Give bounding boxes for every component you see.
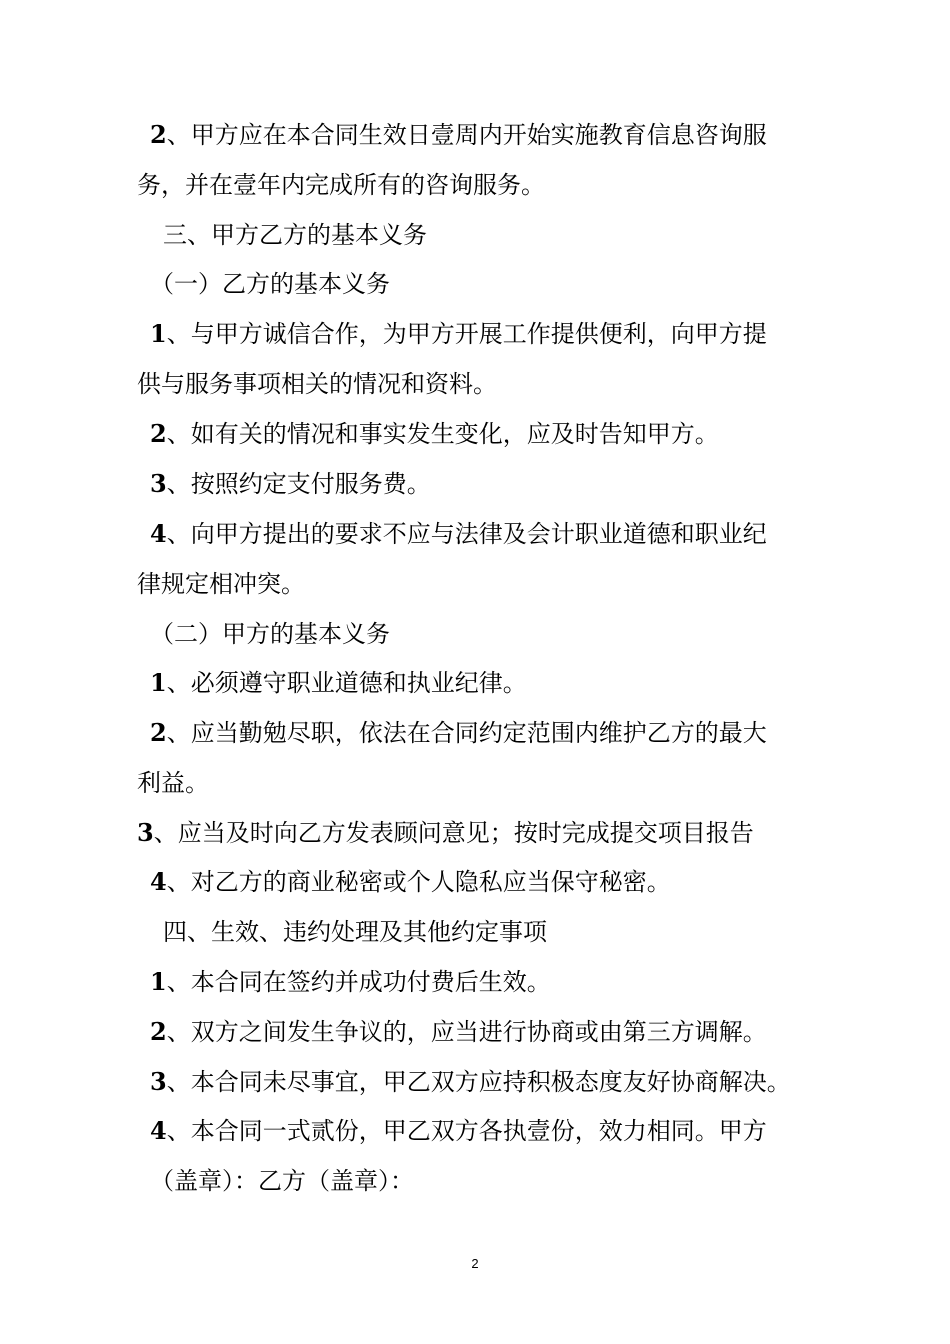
line-text: 、与甲方诚信合作，为甲方开展工作提供便利，向甲方提 [166,320,767,348]
item-number: 4 [150,867,167,896]
item-number: 3 [137,818,154,847]
line-text: 、本合同在签约并成功付费后生效。 [166,968,551,996]
line-text: （盖章）：乙方（盖章）： [150,1167,414,1195]
subsection-heading [150,264,390,304]
paragraph-line [137,763,209,803]
paragraph-line [150,862,671,902]
item-number: 1 [150,668,167,697]
signature-line [150,1161,414,1201]
paragraph-line [150,962,551,1002]
paragraph-line [150,314,767,354]
paragraph-line [150,1012,767,1052]
paragraph-line [137,364,497,404]
paragraph-line [150,514,767,554]
paragraph-line [150,414,719,454]
section-heading [163,912,547,952]
paragraph-line [150,115,767,155]
item-number: 3 [150,1067,167,1096]
line-text: 、甲方应在本合同生效日壹周内开始实施教育信息咨询服 [166,121,767,149]
line-text: 、本合同未尽事宜，甲乙双方应持积极态度友好协商解决。 [166,1068,791,1096]
line-text: 、双方之间发生争议的，应当进行协商或由第三方调解。 [166,1018,767,1046]
line-text: 、必须遵守职业道德和执业纪律。 [166,669,527,697]
item-number: 2 [150,1017,167,1046]
line-text: 、本合同一式贰份，甲乙双方各执壹份，效力相同。甲方 [166,1117,767,1145]
line-text: 、对乙方的商业秘密或个人隐私应当保守秘密。 [166,868,671,896]
item-number: 2 [150,718,167,747]
line-text: （一）乙方的基本义务 [150,270,390,298]
item-number: 3 [150,469,167,498]
section-heading [163,215,427,255]
line-text: 供与服务事项相关的情况和资料。 [137,370,497,398]
paragraph-line [150,464,431,504]
paragraph-line [150,663,527,703]
line-text: 四、生效、违约处理及其他约定事项 [163,918,547,946]
item-number: 1 [150,967,167,996]
line-text: （二）甲方的基本义务 [150,620,390,648]
line-text: 、如有关的情况和事实发生变化，应及时告知甲方。 [166,420,719,448]
line-text: 、向甲方提出的要求不应与法律及会计职业道德和职业纪 [166,520,767,548]
line-text: 、按照约定支付服务费。 [166,470,431,498]
paragraph-line [137,813,754,853]
paragraph-line [150,713,767,753]
line-text: 、应当勤勉尽职，依法在合同约定范围内维护乙方的最大 [166,719,767,747]
line-text: 利益。 [137,769,209,797]
line-text: 律规定相冲突。 [137,570,305,598]
paragraph-line [137,564,305,604]
item-number: 1 [150,319,167,348]
page-number: 2 [471,1256,479,1271]
line-text: 三、甲方乙方的基本义务 [163,221,427,249]
item-number: 2 [150,419,167,448]
paragraph-line [150,1111,767,1151]
paragraph-line [137,165,545,205]
paragraph-line [150,1062,791,1102]
subsection-heading [150,614,390,654]
line-text: 、应当及时向乙方发表顾问意见；按时完成提交项目报告 [153,819,754,847]
item-number: 4 [150,1116,167,1145]
item-number: 4 [150,519,167,548]
line-text: 务，并在壹年内完成所有的咨询服务。 [137,171,545,199]
item-number: 2 [150,120,167,149]
